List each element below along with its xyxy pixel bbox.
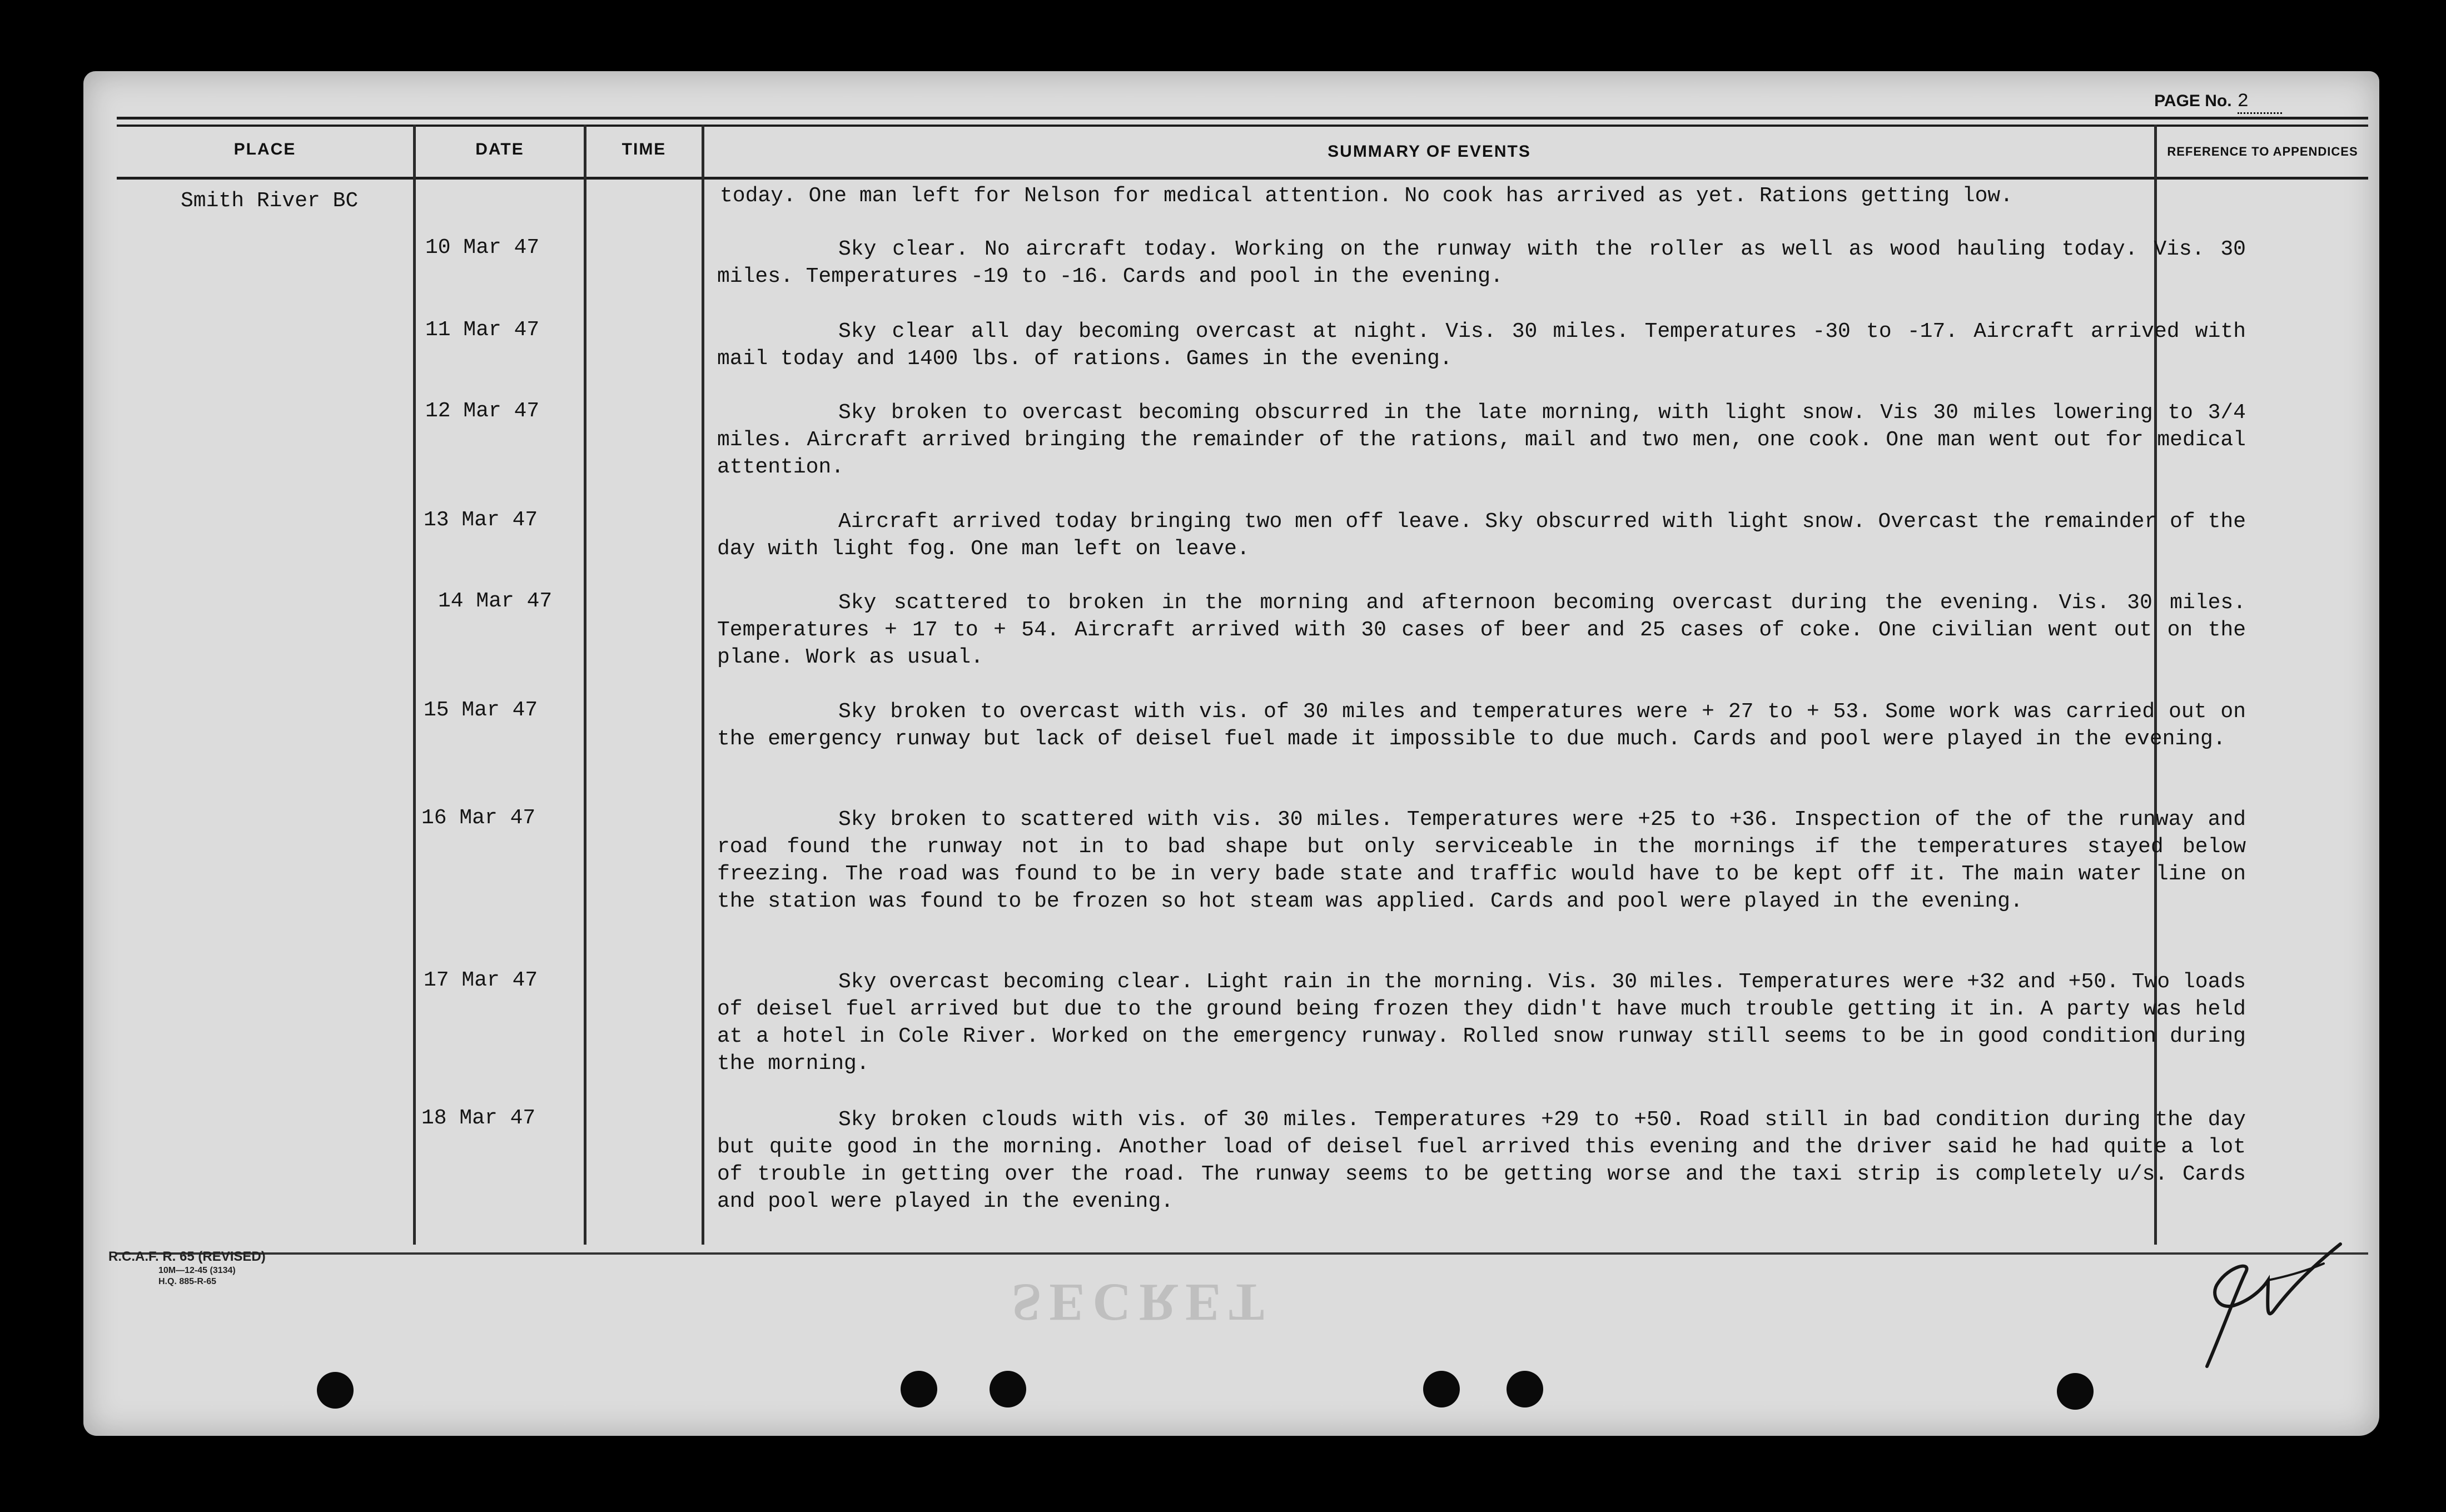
form-hq-line: H.Q. 885-R-65 bbox=[158, 1277, 217, 1286]
date-cell: 16 Mar 47 bbox=[421, 806, 536, 830]
diary-sheet bbox=[83, 71, 2379, 1436]
summary-entry bbox=[717, 1106, 2246, 1215]
page-number bbox=[2154, 91, 2282, 112]
binder-hole bbox=[2057, 1373, 2094, 1410]
binder-hole bbox=[901, 1371, 937, 1407]
bottom-rule bbox=[117, 1252, 2368, 1255]
summary-entry bbox=[717, 318, 2246, 372]
header-date: DATE bbox=[475, 140, 524, 158]
binder-hole bbox=[317, 1372, 354, 1409]
summary-entry bbox=[717, 399, 2246, 481]
date-cell: 13 Mar 47 bbox=[424, 508, 538, 532]
header-summary: SUMMARY OF EVENTS bbox=[1328, 142, 1531, 161]
column-divider-date bbox=[584, 125, 586, 1245]
summary-text: Sky broken to overcast with vis. of 30 miles and temperatures were + 27 to + 53. Some work was carried out on the emergency runway but lack of deisel fuel made it impossible to due much. Cards and pool were played in the evening. bbox=[717, 700, 2246, 751]
date-cell: 17 Mar 47 bbox=[424, 968, 538, 992]
binder-hole bbox=[1507, 1371, 1543, 1407]
header-time: TIME bbox=[622, 140, 667, 158]
column-divider-place bbox=[413, 125, 416, 1245]
column-divider-time bbox=[702, 125, 704, 1245]
top-rule bbox=[117, 117, 2368, 120]
summary-entry bbox=[717, 236, 2246, 290]
summary-text: Sky broken to overcast becoming obscurred in the late morning, with light snow. Vis 30 miles lowering to 3/4 miles. Aircraft arrived bringing the remainder of the rations, mail and two men, one cook. One man went out for medical attention. bbox=[717, 401, 2246, 479]
form-print-line: 10M—12-45 (3134) bbox=[158, 1266, 236, 1275]
page-number-value: 2 bbox=[2238, 91, 2282, 114]
summary-text: Sky broken clouds with vis. of 30 miles. Temperatures +29 to +50. Road still in bad condition during the day but quite good in the morning. Another load of deisel fuel arrived this evening and the driver said he had quite a lot of trouble in getting over the road. The runway seems to be getting worse and the taxi strip is completely u/s. Cards and pool were played in the evening. bbox=[717, 1108, 2246, 1213]
header-place: PLACE bbox=[233, 140, 296, 158]
date-cell: 18 Mar 47 bbox=[421, 1106, 536, 1130]
page-number-label: PAGE No. bbox=[2154, 92, 2232, 110]
top-rule-2 bbox=[117, 125, 2368, 127]
secret-stamp: SECRET bbox=[1012, 1273, 1272, 1332]
date-cell: 12 Mar 47 bbox=[425, 399, 540, 423]
signature-mark bbox=[2185, 1227, 2351, 1394]
date-cell: 14 Mar 47 bbox=[438, 589, 553, 613]
summary-entry bbox=[717, 589, 2246, 671]
summary-text: Aircraft arrived today bringing two men off leave. Sky obscurred with light snow. Overcast the remainder of the day with light fog. One man left on leave. bbox=[717, 510, 2246, 561]
summary-entry bbox=[717, 508, 2246, 563]
summary-text: Sky overcast becoming clear. Light rain in the morning. Vis. 30 miles. Temperatures were +32 and +50. Two loads of deisel fuel arrived but due to the ground being frozen they didn't have much trouble getting it in. A party was held at a hotel in Cole River. Worked on the emergency runway. Rolled snow runway still seems to be in good condition during the morning. bbox=[717, 970, 2246, 1076]
header-rule bbox=[117, 177, 2368, 180]
binder-hole bbox=[990, 1371, 1026, 1407]
binder-hole bbox=[1423, 1371, 1460, 1407]
summary-text: Sky clear all day becoming overcast at night. Vis. 30 miles. Temperatures -30 to -17. Aircraft arrived with mail today and 1400 lbs. of rations. Games in the evening. bbox=[717, 320, 2246, 371]
summary-text: today. One man left for Nelson for medical attention. No cook has arrived as yet. Rations getting low. bbox=[720, 184, 2013, 208]
form-number-line: R.C.A.F. R. 65 (REVISED) bbox=[108, 1249, 266, 1264]
date-cell: 11 Mar 47 bbox=[425, 318, 540, 342]
summary-text: Sky scattered to broken in the morning and afternoon becoming overcast during the evening. Vis. 30 miles. Temperatures + 17 to + 54. Aircraft arrived with 30 cases of beer and 25 cases of coke. One civilian went out on the plane. Work as usual. bbox=[717, 591, 2246, 669]
form-number bbox=[108, 1249, 266, 1287]
summary-text: Sky broken to scattered with vis. 30 miles. Temperatures were +25 to +36. Inspection of the of the runway and road found the runway not in to bad shape but only serviceable in the mornings if the temperatures stayed below freezing. The road was found to be in very bade state and traffic would have to be kept off it. The main water line on the station was found to be frozen so hot steam was applied. Cards and pool were played in the evening. bbox=[717, 808, 2246, 913]
date-cell: 10 Mar 47 bbox=[425, 236, 540, 260]
place-cell: Smith River BC bbox=[181, 189, 359, 213]
summary-entry bbox=[717, 968, 2246, 1077]
summary-text: Sky clear. No aircraft today. Working on the runway with the roller as well as wood hauling today. Vis. 30 miles. Temperatures -19 to -16. Cards and pool in the evening. bbox=[717, 237, 2246, 289]
date-cell: 15 Mar 47 bbox=[424, 698, 538, 722]
summary-entry bbox=[720, 182, 2249, 210]
header-reference: REFERENCE TO APPENDICES bbox=[2167, 145, 2358, 158]
summary-entry bbox=[717, 806, 2246, 915]
summary-entry bbox=[717, 698, 2246, 753]
